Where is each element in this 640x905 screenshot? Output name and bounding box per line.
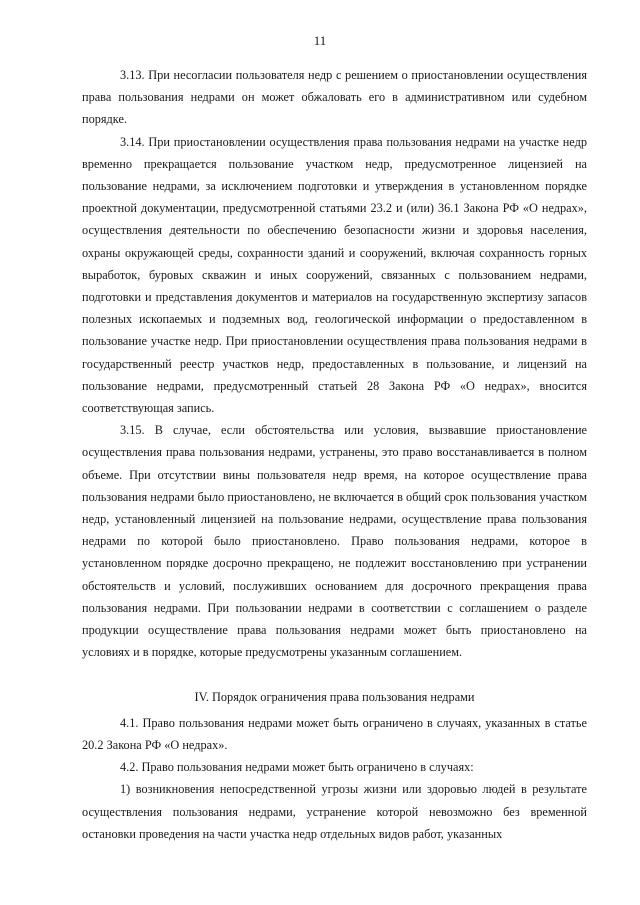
list-item-4-2-1: 1) возникновения непосредственной угрозы жизни или здоровью людей в результате осуществления пользования недрами, устранение которой невозможно без временной остановки проведения на части участка недр отдельных видов работ, указанных xyxy=(82,782,587,841)
document-body xyxy=(82,64,587,845)
section-heading-iv: IV. Порядок ограничения права пользования недрами xyxy=(194,690,475,705)
paragraph-3-13: 3.13. При несогласии пользователя недр с решением о приостановлении осуществления права пользования недрами он может обжаловать его в административном или судебном порядке. xyxy=(82,68,587,127)
paragraph-4-1: 4.1. Право пользования недрами может быть ограничено в случаях, указанных в статье 20.2 Закона РФ «О недрах». xyxy=(82,715,587,752)
page-number: 11 xyxy=(313,33,327,48)
paragraph-4-2: 4.2. Право пользования недрами может быть ограничено в случаях: xyxy=(120,760,474,775)
paragraph-3-15: 3.15. В случае, если обстоятельства или условия, вызвавшие приостановление осуществления права пользования недрами, устранены, это право восстанавливается в полном объеме. При отсутствии вины пользователя недр время, на которое осуществление права пользования недрами было приостановлено, не включается в общий срок пользования участком недр, установленный лицензией на пользование недрами, осуществление права пользования недрами по которой было приостановлено. Право пользования недрами, которое в установленном порядке досрочно прекращено, не подлежит восстановлению при устранении обстоятельств и условий, послуживших основанием для досрочного прекращения права пользования недрами. При пользовании недрами в соответствии с соглашением о разделе продукции осуществление права пользования недрами может быть приостановлено на условиях и в порядке, которые предусмотрены указанным соглашением. xyxy=(82,423,587,660)
paragraph-3-14: 3.14. При приостановлении осуществления права пользования недрами на участке недр временно прекращается пользование участком недр, предусмотренное лицензией на пользование недрами, за исключением подготовки и утверждения в установленном порядке проектной документации, предусмотренной статьями 23.2 и (или) 36.1 Закона РФ «О недрах», осуществления деятельности по обеспечению безопасности жизни и здоровья населения, охраны окружающей среды, сохранности зданий и сооружений, включая сохранность горных выработок, буровых скважин и иных сооружений, связанных с пользованием недрами, подготовки и представления документов и материалов на государственную экспертизу запасов полезных ископаемых и подземных вод, геологической информации о предоставленном в пользование участке недр. При приостановлении осуществления права пользования недрами в государственный реестр участков недр, предоставленных в пользование, и лицензий на пользование недрами, предусмотренный статьей 28 Закона РФ «О недрах», вносится соответствующая запись. xyxy=(82,134,587,416)
